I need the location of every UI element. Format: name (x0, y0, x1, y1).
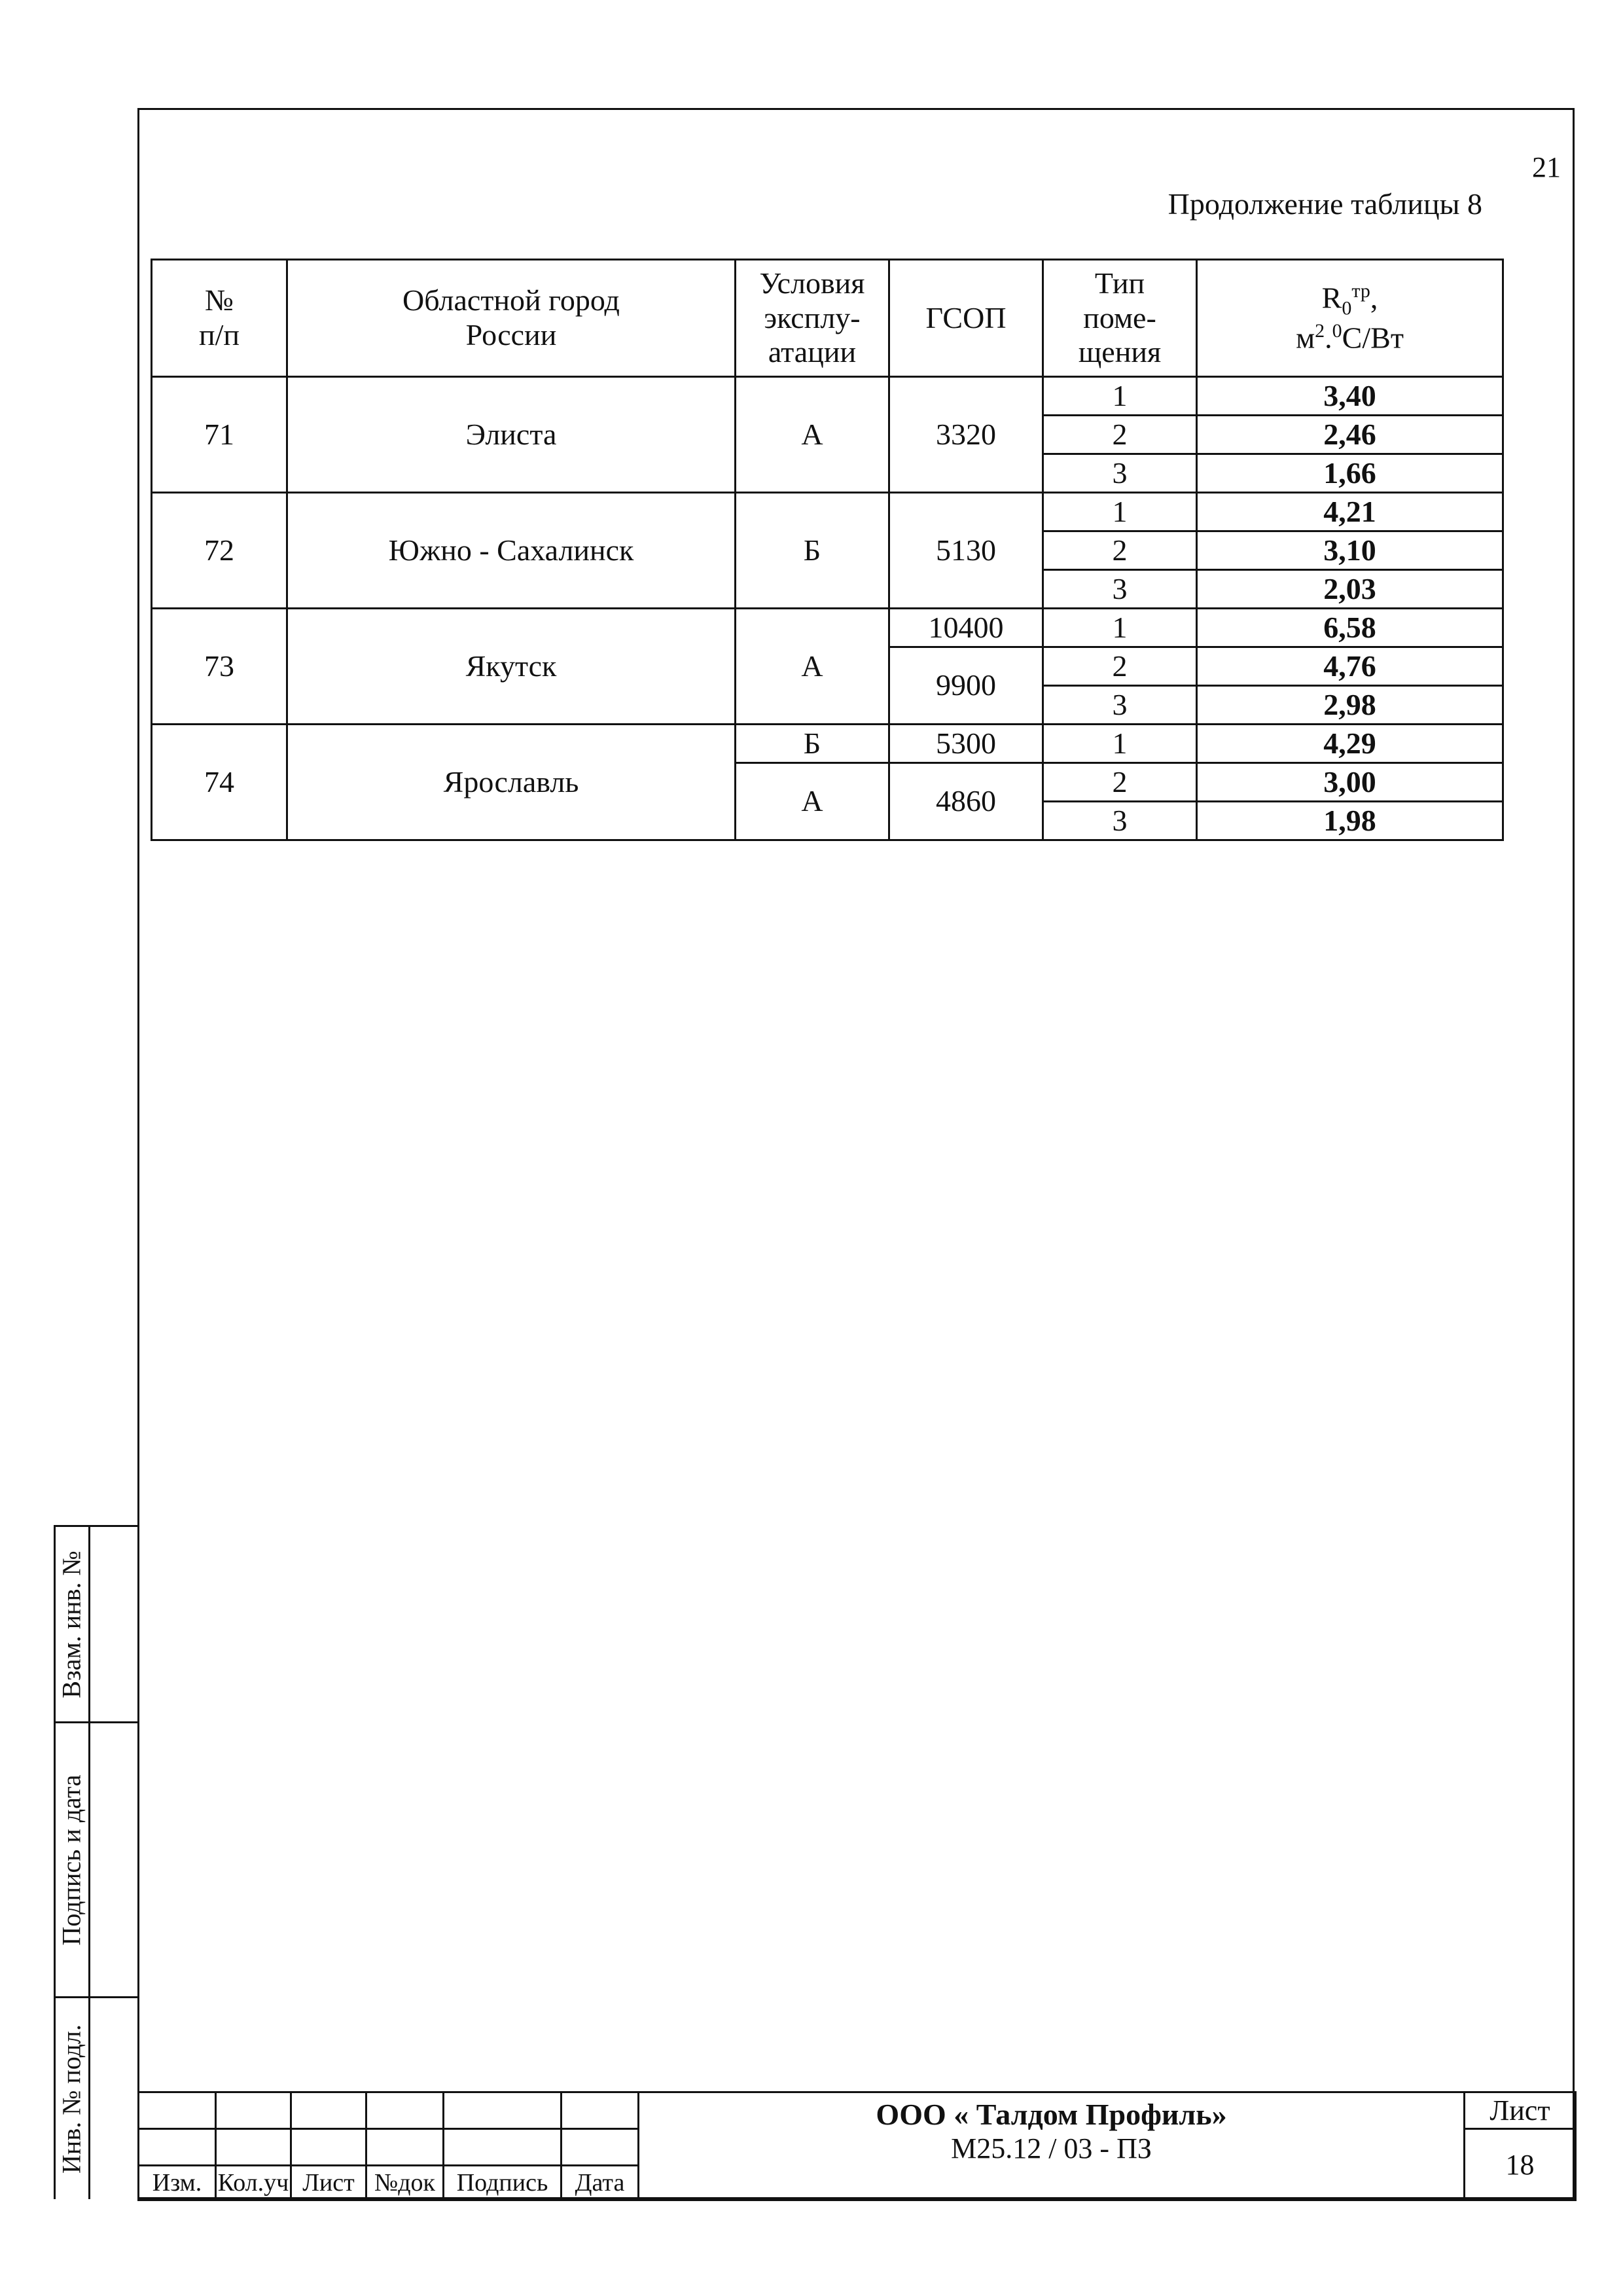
stamp-col-data: Дата (562, 2166, 639, 2200)
header-conditions: Условия эксплу- атации (736, 260, 889, 377)
row-number: 72 (152, 493, 287, 609)
header-gsop: ГСОП (889, 260, 1043, 377)
row-number: 74 (152, 725, 287, 840)
row-gsop: 3320 (889, 377, 1043, 493)
row-gsop: 5130 (889, 493, 1043, 609)
row-conditions: Б (736, 493, 889, 609)
row-city: Ярославль (287, 725, 736, 840)
stamp-organization-cell (639, 2092, 1465, 2200)
row-room-type: 2 (1043, 763, 1197, 802)
row-room-type: 2 (1043, 531, 1197, 570)
table-header-row (152, 260, 1503, 377)
stamp-cell (366, 2129, 444, 2166)
row-resistance: 2,46 (1197, 416, 1503, 454)
table-caption: Продолжение таблицы 8 (1168, 187, 1482, 221)
row-city: Элиста (287, 377, 736, 493)
row-gsop: 10400 (889, 609, 1043, 647)
row-city: Якутск (287, 609, 736, 725)
row-resistance: 4,76 (1197, 647, 1503, 686)
row-conditions: А (736, 377, 889, 493)
stamp-col-list: Лист (291, 2166, 366, 2200)
stamp-cell (562, 2092, 639, 2129)
row-room-type: 3 (1043, 454, 1197, 493)
sheet-number: 18 (1465, 2129, 1576, 2200)
data-table (151, 259, 1504, 841)
side-field-inv (54, 1996, 139, 2199)
title-block (137, 2091, 1577, 2201)
row-number: 71 (152, 377, 287, 493)
stamp-col-podpis: Подпись (444, 2166, 562, 2200)
header-city: Областной город России (287, 260, 736, 377)
row-resistance: 1,66 (1197, 454, 1503, 493)
document-code: М25.12 / 03 - ПЗ (951, 2132, 1152, 2164)
stamp-cell (139, 2129, 216, 2166)
row-resistance: 3,40 (1197, 377, 1503, 416)
row-room-type: 1 (1043, 377, 1197, 416)
stamp-cell (291, 2129, 366, 2166)
side-label-vzam: Взам. инв. № (56, 1550, 86, 1698)
row-room-type: 2 (1043, 647, 1197, 686)
row-gsop: 9900 (889, 647, 1043, 725)
header-resistance: $R_0^{тр}$, $м^2.^0С/Вт$ (1197, 260, 1503, 377)
stamp-col-izm: Изм. (139, 2166, 216, 2200)
stamp-cell (562, 2129, 639, 2166)
row-conditions: А (736, 763, 889, 840)
row-resistance: 2,98 (1197, 686, 1503, 725)
table-row (152, 377, 1503, 416)
row-gsop: 4860 (889, 763, 1043, 840)
row-room-type: 1 (1043, 493, 1197, 531)
row-room-type: 3 (1043, 570, 1197, 609)
stamp-cell (366, 2092, 444, 2129)
row-room-type: 1 (1043, 609, 1197, 647)
row-gsop: 5300 (889, 725, 1043, 763)
side-field-vzam (54, 1525, 139, 1721)
stamp-col-ndok: №док (366, 2166, 444, 2200)
header-number: № п/п (152, 260, 287, 377)
organization-name: ООО « Талдом Профиль» (876, 2098, 1227, 2131)
page-number: 21 (1532, 151, 1561, 183)
row-resistance: 2,03 (1197, 570, 1503, 609)
side-label-inv: Инв. № подл. (56, 2024, 86, 2174)
row-resistance: 1,98 (1197, 802, 1503, 840)
sheet-label: Лист (1465, 2092, 1576, 2129)
table-row (152, 725, 1503, 763)
row-resistance: 3,00 (1197, 763, 1503, 802)
side-field-podpis (54, 1721, 139, 1996)
row-city: Южно - Сахалинск (287, 493, 736, 609)
stamp-cell (444, 2092, 562, 2129)
side-label-podpis: Подпись и дата (56, 1774, 86, 1946)
stamp-cell (216, 2129, 291, 2166)
stamp-col-koluch: Кол.уч (216, 2166, 291, 2200)
header-room-type: Тип поме- щения (1043, 260, 1197, 377)
row-room-type: 1 (1043, 725, 1197, 763)
row-resistance: 6,58 (1197, 609, 1503, 647)
row-resistance: 4,29 (1197, 725, 1503, 763)
stamp-cell (216, 2092, 291, 2129)
table-row (152, 609, 1503, 647)
row-resistance: 4,21 (1197, 493, 1503, 531)
row-room-type: 3 (1043, 802, 1197, 840)
row-room-type: 2 (1043, 416, 1197, 454)
stamp-cell (291, 2092, 366, 2129)
row-room-type: 3 (1043, 686, 1197, 725)
stamp-cell (139, 2092, 216, 2129)
row-conditions: А (736, 609, 889, 725)
row-number: 73 (152, 609, 287, 725)
row-resistance: 3,10 (1197, 531, 1503, 570)
table-row (152, 493, 1503, 531)
stamp-cell (444, 2129, 562, 2166)
row-conditions: Б (736, 725, 889, 763)
